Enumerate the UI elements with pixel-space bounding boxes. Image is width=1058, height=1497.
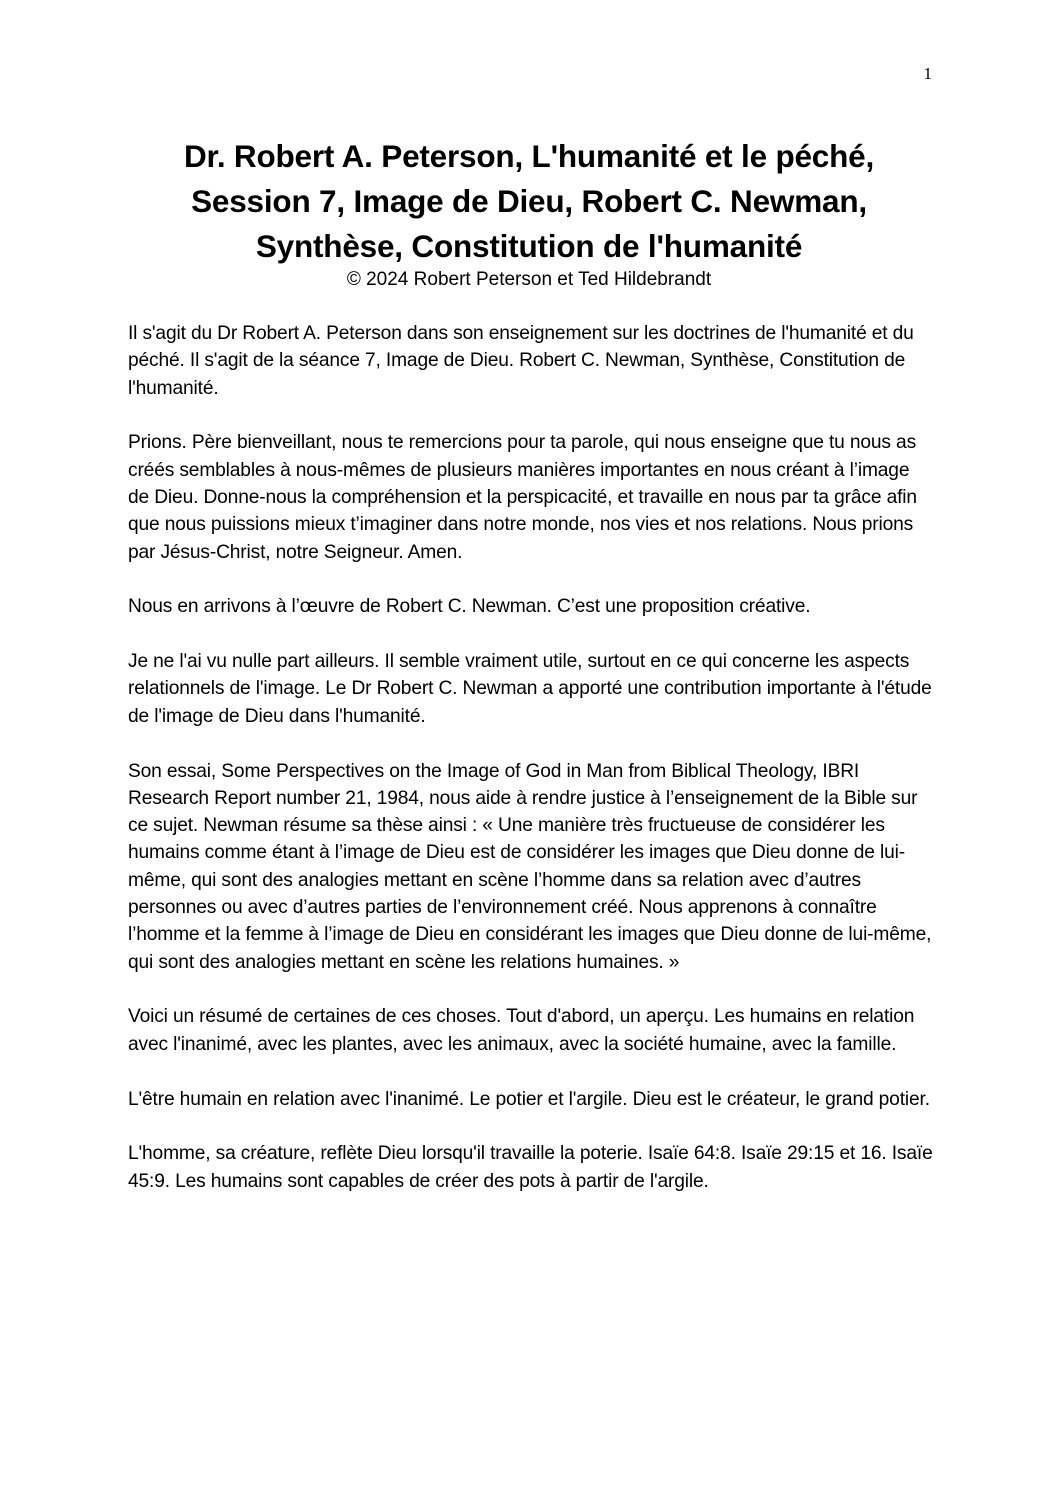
document-title: Dr. Robert A. Peterson, L'humanité et le péché, Session 7, Image de Dieu, Robert C. Newman, Synthèse, Constitution de l'humanité: [183, 138, 875, 264]
paragraph-intro: Il s'agit du Dr Robert A. Peterson dans son enseignement sur les doctrines de l'humanité et du péché. Il s'agit de la séance 7, Image de Dieu. Robert C. Newman, Synthèse, Constitution de l'humanité.: [128, 323, 914, 399]
paragraph-prayer: Prions. Père bienveillant, nous te remercions pour ta parole, qui nous enseigne que tu nous as créés semblables à nous-mêmes de plusieurs manières importantes en nous créant à l’image de Dieu. Donne-nous la compréhension et la perspicacité, et travaille en nous par ta grâce afin que nous puissions mieux t’imaginer dans notre monde, nos vies et nos relations. Nous prions par Jésus-Christ, notre Seigneur. Amen.: [128, 432, 917, 563]
paragraph-essay-quote: Son essai, Some Perspectives on the Image of God in Man from Biblical Theology, IBRI Research Report number 21, 1984, nous aide à rendre justice à l’enseignement de la Bible sur ce sujet. Newman résume sa thèse ainsi : « Une manière très fructueuse de considérer les humains comme étant à l’image de Dieu est de considérer les images que Dieu donne de lui-même, qui sont des analogies mettant en scène l’homme dans sa relation avec d’autres personnes ou avec d’autres parties de l’environnement créé. Nous apprenons à connaître l’homme et la femme à l’image de Dieu en considérant les images que Dieu donne de lui-même, qui sont des analogies mettant en scène les relations humaines. »: [128, 760, 932, 973]
document-body: [128, 320, 934, 1222]
page-number: 1: [923, 64, 932, 83]
paragraph-contribution: Je ne l'ai vu nulle part ailleurs. Il semble vraiment utile, surtout en ce qui concerne les aspects relationnels de l'image. Le Dr Robert C. Newman a apporté une contribution importante à l'étude de l'image de Dieu dans l'humanité.: [128, 651, 932, 727]
copyright-notice: © 2024 Robert Peterson et Ted Hildebrandt: [346, 269, 712, 290]
paragraph-overview: Voici un résumé de certaines de ces choses. Tout d'abord, un aperçu. Les humains en relation avec l'inanimé, avec les plantes, avec les animaux, avec la société humaine, avec la famille.: [128, 1006, 915, 1055]
paragraph-newman-intro: Nous en arrivons à l’œuvre de Robert C. Newman. C’est une proposition créative.: [128, 596, 811, 618]
paragraph-potter: L'homme, sa créature, reflète Dieu lorsqu'il travaille la poterie. Isaïe 64:8. Isaïe 29:15 et 16. Isaïe 45:9. Les humains sont capables de créer des pots à partir de l'argile.: [128, 1143, 933, 1192]
paragraph-inanimate: L'être humain en relation avec l'inanimé. Le potier et l'argile. Dieu est le créateur, le grand potier.: [128, 1088, 930, 1110]
